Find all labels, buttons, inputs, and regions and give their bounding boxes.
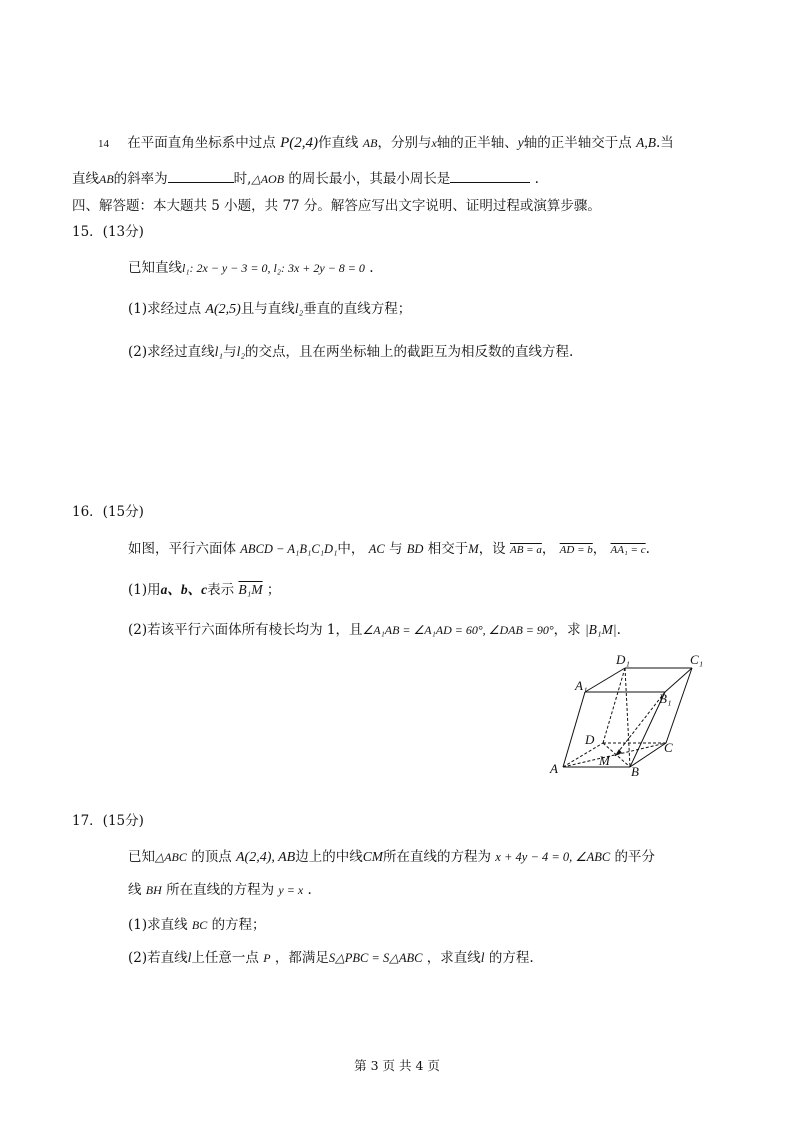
label-c1: C₁ bbox=[690, 652, 704, 667]
arrow-head-icon bbox=[615, 749, 622, 756]
question-14-line-1: 14 在平面直角坐标系中过点 P(2,4)作直线 AB，分别与x轴的正半轴、y轴的正半轴交于点 A,B.当 bbox=[98, 135, 674, 151]
question-16-header: 16．(15分) bbox=[72, 504, 144, 520]
label-b: B bbox=[631, 764, 639, 779]
answer-blank-perimeter[interactable] bbox=[450, 168, 530, 183]
question-17-header: 17．(15分) bbox=[72, 813, 144, 829]
question-15-part-2: (2)求经过直线l₁与l₂的交点，且在两坐标轴上的截距互为相反数的直线方程. bbox=[128, 344, 574, 360]
label-b1: B₁ bbox=[659, 691, 672, 706]
label-a: A bbox=[550, 761, 558, 776]
question-16-intro: 如图，平行六面体 ABCD − A₁B₁C₁D₁中， AC 与 BD 相交于M，设 AB = a， AD = b， AA₁ = c. bbox=[128, 541, 650, 557]
diagonal-a-c bbox=[563, 743, 666, 767]
label-m: M bbox=[599, 753, 610, 768]
section-heading: 四、解答题：本大题共 5 小题，共 77 分。解答应写出文字说明、证明过程或演算步骤。 bbox=[72, 198, 601, 214]
question-15-given: 已知直线l₁: 2x − y − 3 = 0, l₂: 3x + 2y − 8 = 0 . bbox=[128, 260, 374, 276]
question-16-part-2: (2)若该平行六面体所有棱长均为 1，且∠A₁AB = ∠A₁AD = 60°, ∠DAB = 90°，求 |B₁M|. bbox=[128, 622, 621, 638]
question-number: 14 bbox=[98, 138, 109, 150]
question-15-part-1: (1)求经过点 A(2,5)且与直线l₂垂直的直线方程； bbox=[128, 301, 412, 317]
question-16-part-1: (1)用a、b、c表示 B₁M ； bbox=[128, 582, 281, 598]
label-c: C bbox=[664, 740, 673, 755]
question-17-line-1: 已知△ABC 的顶点 A(2,4), AB边上的中线CM所在直线的方程为 x + 4y − 4 = 0, ∠ABC 的平分 bbox=[128, 849, 656, 865]
question-17-part-2: (2)若直线l上任意一点 P ，都满足S△PBC = S△ABC ，求直线l 的方程. bbox=[128, 950, 534, 966]
parallelepiped-figure bbox=[540, 650, 720, 780]
question-17-part-1: (1)求直线 BC 的方程； bbox=[128, 917, 266, 933]
question-15-header: 15．(13分) bbox=[72, 224, 144, 240]
label-d1: D₁ bbox=[616, 652, 630, 667]
page-footer: 第 3 页 共 4 页 bbox=[354, 1058, 440, 1073]
label-a1: A₁ bbox=[575, 678, 588, 693]
label-d: D bbox=[585, 732, 595, 747]
question-17-line-2: 线 BH 所在直线的方程为 y = x . bbox=[128, 882, 312, 898]
answer-blank-slope[interactable] bbox=[168, 168, 234, 183]
question-14-line-2: 直线AB的斜率为 时,△AOB 的周长最小，其最小周长是 . bbox=[72, 167, 539, 187]
